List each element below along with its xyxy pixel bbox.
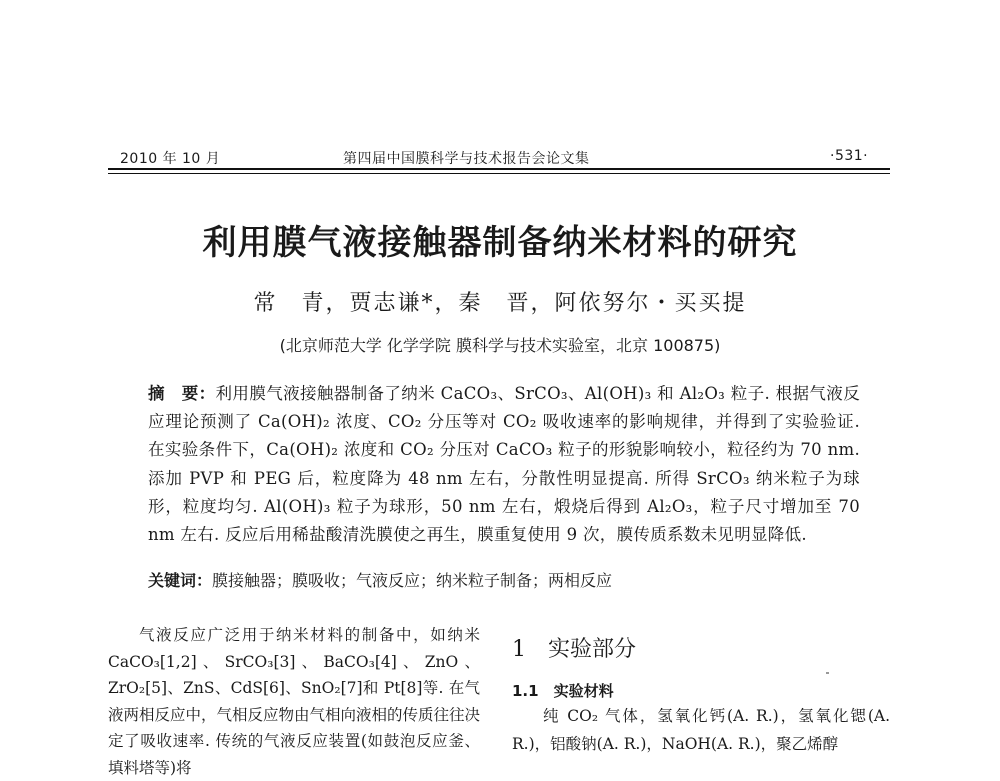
- authors: 常 青，贾志谦*，秦 晋，阿依努尔・买买提: [253, 291, 747, 316]
- abstract-label: 摘 要：: [148, 384, 216, 403]
- abstract: [148, 380, 860, 549]
- header-date: 2010 年 10 月: [120, 151, 221, 167]
- materials-paragraph: 纯 CO₂ 气体，氢氧化钙(A. R.)，氢氧化锶(A. R.)，铝酸钠(A. R.)，NaOH(A. R.)，聚乙烯醇: [512, 707, 890, 753]
- header-rule-thin: [108, 173, 890, 174]
- header-journal: 第四届中国膜科学与技术报告会论文集: [343, 151, 590, 167]
- affiliation: (北京师范大学 化学学院 膜科学与技术实验室，北京 100875): [279, 336, 721, 355]
- keywords-label: 关键词：: [148, 571, 213, 590]
- header-page-number: ·531·: [830, 148, 869, 164]
- introduction: [108, 622, 480, 781]
- header-rule-thick: [108, 168, 890, 170]
- subsection-number: 1.1: [512, 682, 539, 700]
- subsection-title: 实验材料: [553, 682, 614, 700]
- section-title: 实验部分: [548, 637, 637, 662]
- materials-section: [512, 702, 890, 758]
- section-heading: [512, 632, 636, 663]
- scan-speck: [826, 672, 829, 674]
- abstract-text: 利用膜气液接触器制备了纳米 CaCO₃、SrCO₃、Al(OH)₃ 和 Al₂O₃ 粒子. 根据气液反应理论预测了 Ca(OH)₂ 浓度、CO₂ 分压等对 CO₂ 吸收速率的影响规律，并得到了实验验证. 在实验条件下，Ca(OH)₂ 浓度和 CO₂ 分压对 CaCO₃ 粒子的形貌影响较小，粒径约为 70 nm. 添加 PVP 和 PEG 后，粒度降为 48 nm 左右，分散性明显提高. 所得 SrCO₃ 纳米粒子为球形，粒度均匀. Al(OH)₃ 粒子为球形，50 nm 左右，煅烧后得到 Al₂O₃，粒子尺寸增加至 70 nm 左右. 反应后用稀盐酸清洗膜使之再生，膜重复使用 9 次，膜传质系数未见明显降低.: [148, 384, 860, 545]
- subsection-heading: [512, 680, 614, 701]
- paper-title: 利用膜气液接触器制备纳米材料的研究: [202, 223, 798, 263]
- keywords-text: 膜接触器；膜吸收；气液反应；纳米粒子制备；两相反应: [212, 571, 613, 590]
- section-number: 1: [512, 637, 526, 662]
- intro-paragraph: 气液反应广泛用于纳米材料的制备中，如纳米 CaCO₃[1,2]、SrCO₃[3]、BaCO₃[4]、ZnO、ZrO₂[5]、ZnS、CdS[6]、SnO₂[7]和 Pt[8]等. 在气液两相反应中，气相反应物由气相向液相的传质往往决定了吸收速率. 传统的气液反应装置(如鼓泡反应釜、填料塔等)将: [108, 626, 481, 777]
- keywords: [148, 568, 860, 591]
